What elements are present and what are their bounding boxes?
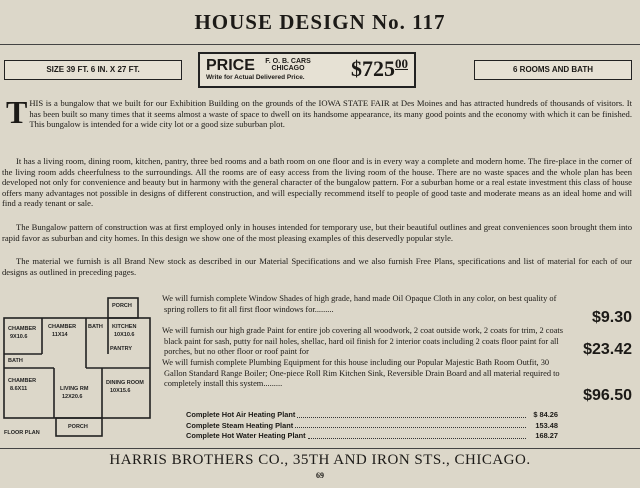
plan-caption: FLOOR PLAN	[4, 430, 40, 436]
leader-dots	[295, 421, 526, 429]
item-price: $96.50	[583, 387, 632, 405]
footer-company: HARRIS BROTHERS CO., 35TH AND IRON STS., CHICAGO.	[109, 452, 531, 468]
price-note: Write for Actual Delivered Price.	[206, 74, 305, 81]
item-paint	[150, 326, 634, 358]
plan-room-chamber-2: CHAMBER	[48, 324, 77, 330]
paragraph-intro	[2, 94, 632, 130]
price-dollars: $725	[351, 56, 395, 81]
price-box	[198, 52, 416, 88]
heating-row	[186, 421, 558, 432]
plan-room-chamber-3: CHAMBER	[8, 378, 37, 384]
heating-row	[186, 431, 558, 442]
page-number: 69	[316, 471, 324, 480]
item-window-shades	[150, 294, 634, 326]
paragraph-material: The material we furnish is all Brand New stock as described in our Material Specifications and we also furnish Free Plans, specifications and list of material for each of our designs as outlined in preceding pages.	[2, 256, 632, 277]
leader-dots	[308, 431, 526, 439]
heating-label: Complete Hot Air Heating Plant	[186, 410, 296, 419]
heating-amount: $ 84.26	[533, 410, 558, 419]
plan-room-bath: BATH	[88, 324, 103, 330]
item-plumbing	[150, 358, 634, 404]
plan-size-6: 10X15.6	[110, 388, 131, 394]
rooms-box: 6 ROOMS AND BATH	[474, 60, 632, 80]
plan-room-pantry: PANTRY	[110, 346, 132, 352]
top-rule	[0, 44, 640, 45]
plan-room-chamber-1: CHAMBER	[8, 326, 37, 332]
size-box: SIZE 39 FT. 6 IN. X 27 FT.	[4, 60, 182, 80]
plan-room-dining: DINING ROOM	[106, 380, 144, 386]
item-list	[150, 294, 634, 404]
item-price: $23.42	[583, 341, 632, 359]
plan-size-3: 10X10.6	[114, 332, 135, 338]
page-title: HOUSE DESIGN No. 117	[194, 10, 446, 34]
item-price: $9.30	[591, 309, 632, 327]
heating-row	[186, 410, 558, 421]
paragraph-bungalow: The Bungalow pattern of construction was at first employed only in houses intended for temporary use, but their beautiful outlines and great conveniences soon brought them into rapid favor as suburban and city homes. In this design we show one of the most pleasing examples of this deservedly popular style.	[2, 222, 632, 243]
paragraph-rooms: It has a living room, dining room, kitchen, pantry, three bed rooms and a bath room on one floor and is in every way a complete and modern home. The fire-place in the corner of the living room adds cheerfulness to the surroundings. All the rooms are of easy access from the living room of the house. There are no waste spaces and the whole plan has been developed not only for convenience and beauty but in harmony with the general character of the bungalow pattern. For a suburban home or a real estate investment this class of house offers many advantages not possible in designs of different construction, and will especially recommend itself to people of good taste and moderate means as an ideal home and will find a ready tenant or sale.	[2, 156, 632, 209]
leader-dots	[297, 410, 526, 418]
price-fob: F. O. B. CARS CHICAGO	[265, 58, 311, 72]
price-label: PRICE	[206, 57, 255, 74]
plan-size-4: 8.6X11	[10, 386, 28, 392]
floor-plan	[2, 294, 160, 442]
plan-room-kitchen: KITCHEN	[112, 324, 137, 330]
plan-size-2: 11X14	[52, 332, 68, 338]
price-amount	[351, 56, 408, 82]
plan-room-bath-2: BATH	[8, 358, 23, 364]
footer-rule	[0, 448, 640, 449]
heating-label: Complete Hot Water Heating Plant	[186, 431, 306, 440]
plan-room-porch-front: PORCH	[68, 424, 88, 430]
heating-list	[186, 410, 558, 442]
item-text: We will furnish our high grade Paint for entire job covering all woodwork, 2 coat outside work, 2 coats for trim, 2 coats black paint for sash, putty for nail holes, shellac, hard oil finish for 2 interior coats including 2 coats floor paint for all porches, but no other floor or roof paint for	[162, 326, 563, 357]
plan-room-porch-rear: PORCH	[112, 303, 132, 309]
plan-size-1: 9X10.6	[10, 334, 28, 340]
heating-label: Complete Steam Heating Plant	[186, 420, 294, 430]
item-text: We will furnish complete Plumbing Equipment for this house including our Popular Majestic Bath Room Outfit, 30 Gallon Standard Range Boiler; One-piece Roll Rim Kitchen Sink, Reversible Drain Board and all material required to completely install this system.........	[162, 358, 560, 389]
paragraph-intro-text: HIS is a bungalow that we built for our Exhibition Building on the grounds of the IOWA STATE FAIR at Des Moines and has attracted hundreds of thousands of visitors. It has been built so many times that it seems almost a waste of space to dwell on its handsome appearance, its many good points and the economy with which it can be finished. This bungalow is intended for a wide city lot or a good size suburban plot.	[29, 98, 632, 130]
heating-amount: 153.48	[535, 420, 558, 430]
heating-amount: 168.27	[535, 431, 558, 440]
plan-room-living: LIVING RM	[60, 386, 89, 392]
drop-cap: T	[6, 94, 28, 130]
item-text: We will furnish complete Window Shades of high grade, hand made Oil Opaque Cloth in any color, on best quality of spring rollers to fit all first floor windows for.........	[162, 294, 557, 314]
price-cents: 00	[395, 56, 408, 71]
plan-size-5: 12X20.6	[62, 394, 83, 400]
